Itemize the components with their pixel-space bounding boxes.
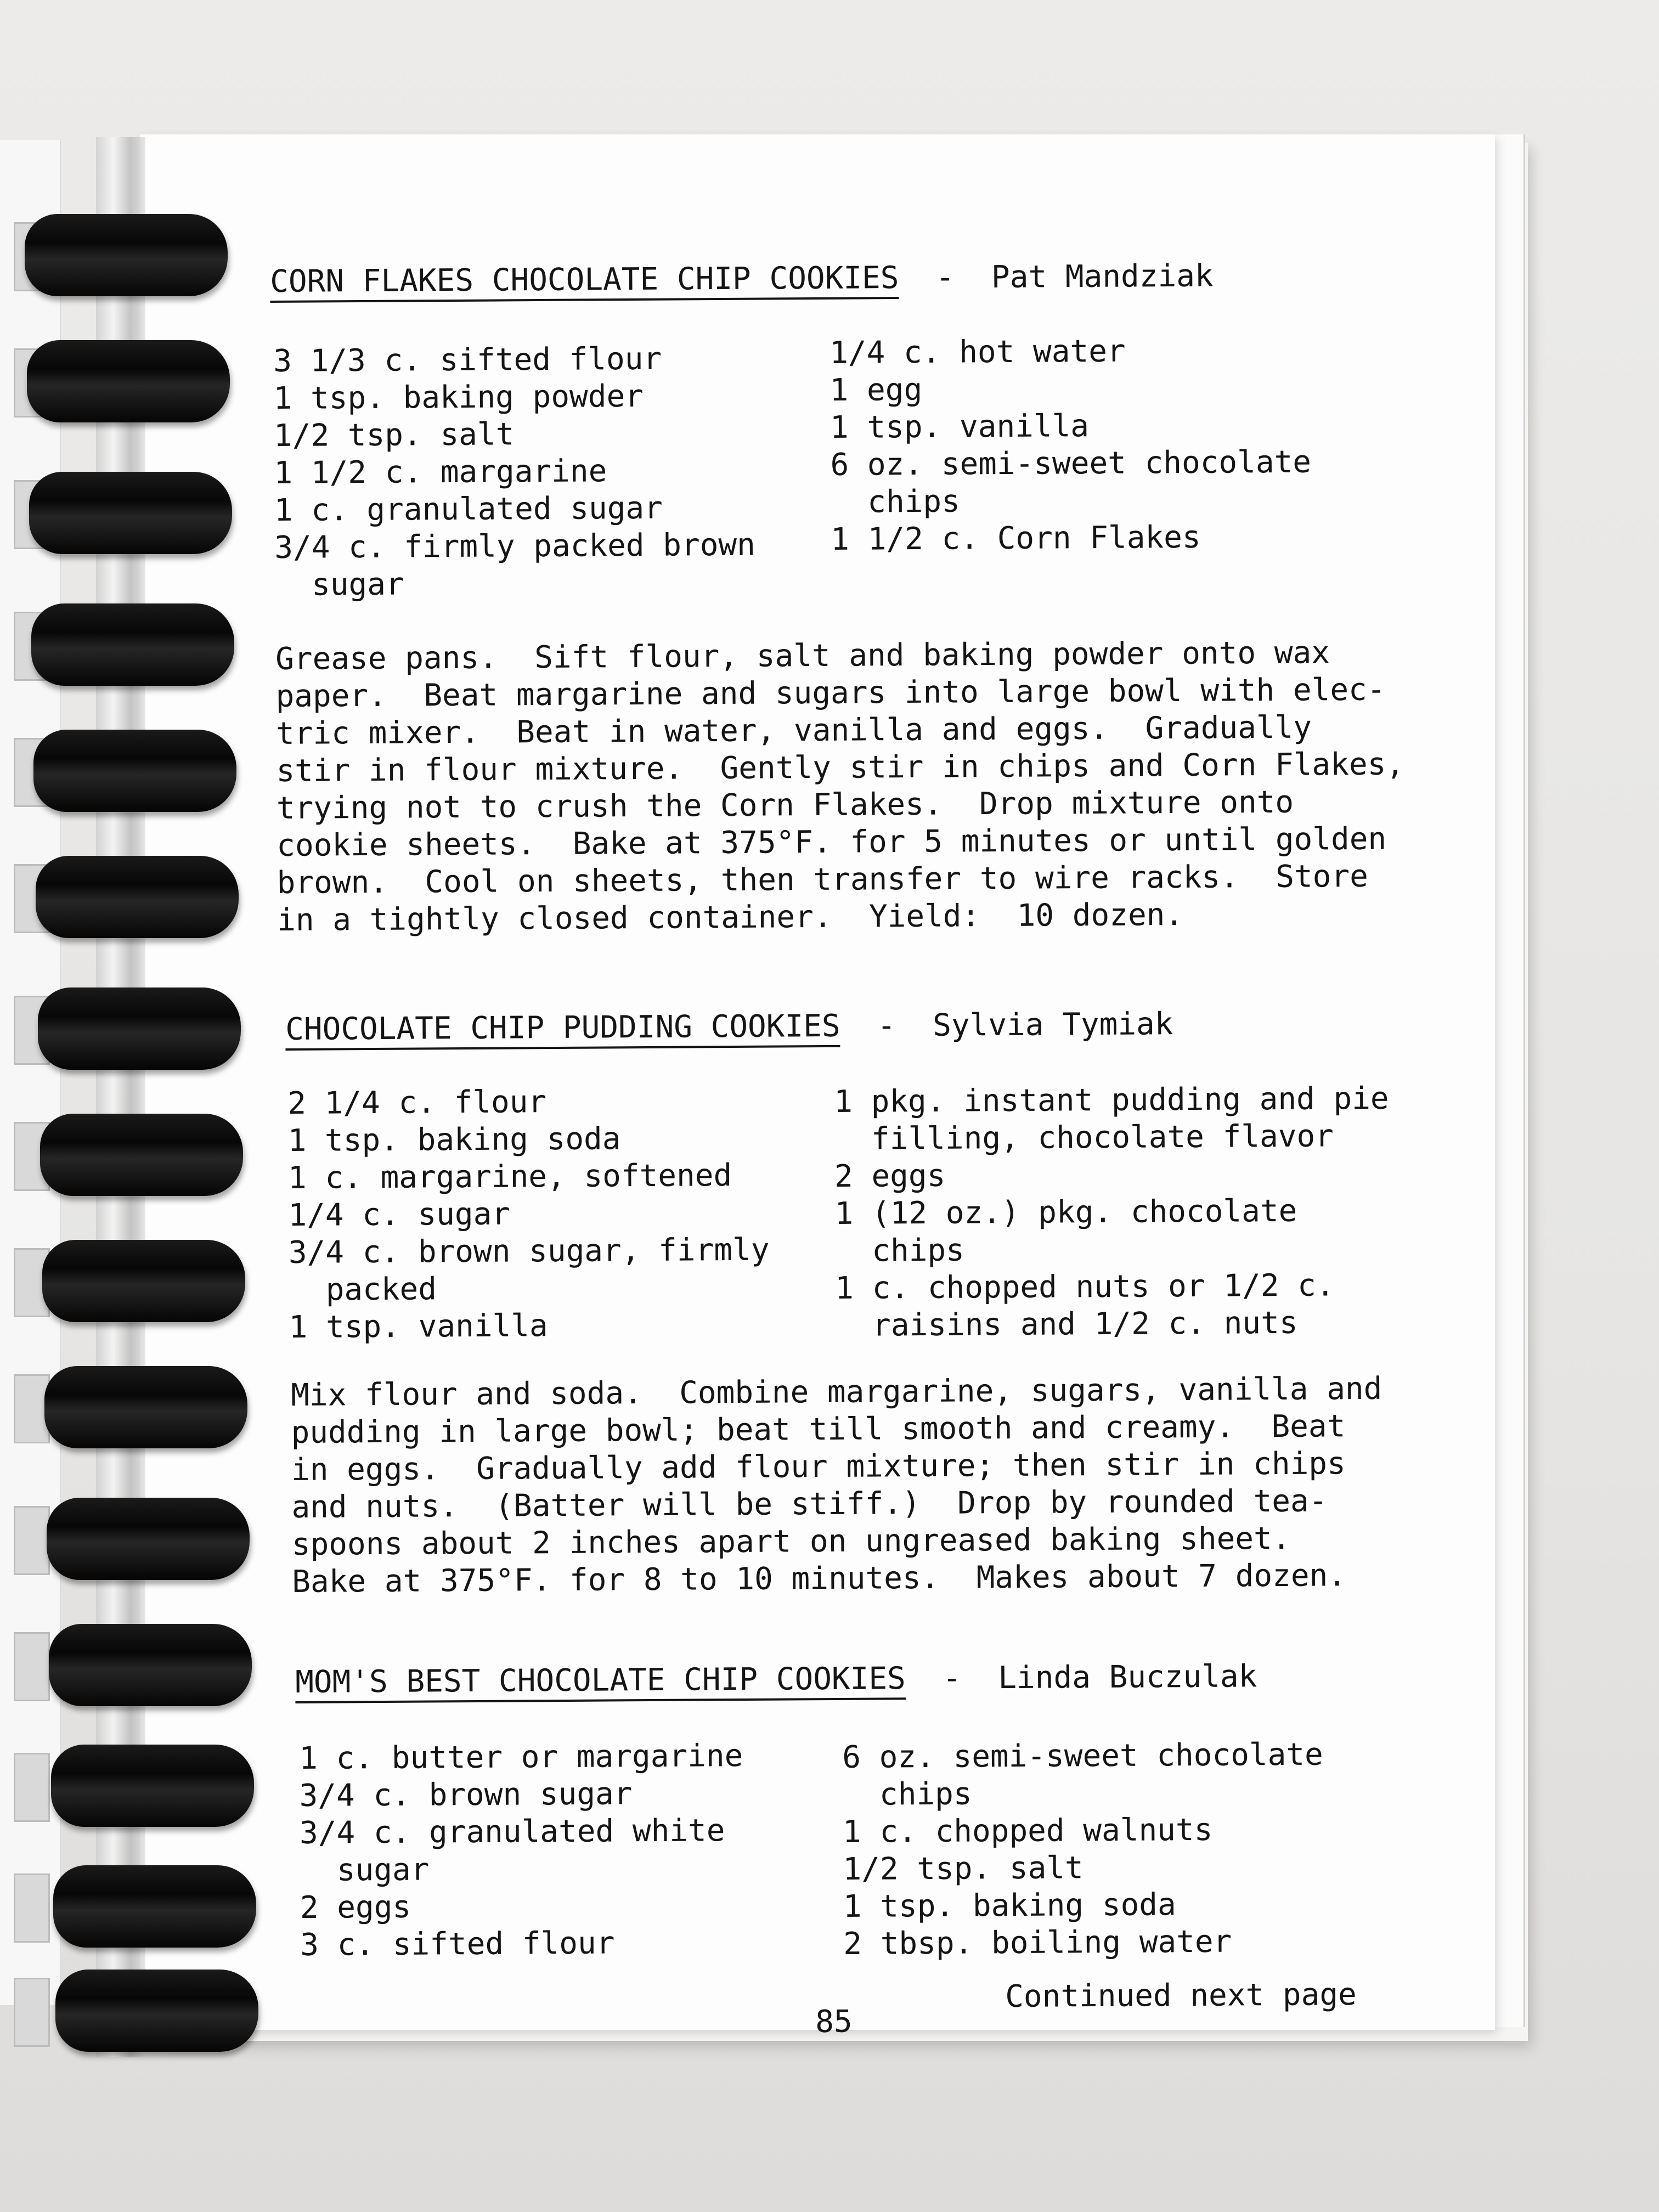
recipe-1-directions [275,634,1406,939]
ingredient: 1 tsp. vanilla [830,408,1090,445]
spiral-coil [27,340,230,422]
recipe-1-ingredients-right [830,332,1312,558]
recipe-2-directions [291,1370,1384,1601]
ingredient: 1 egg [830,371,923,408]
ingredient: 6 oz. semi-sweet chocolate [842,1736,1323,1775]
recipe-1-title: CORN FLAKES CHOCOLATE CHIP COOKIES [270,260,899,303]
ingredient: 6 oz. semi-sweet chocolate [830,444,1312,483]
ingredient: 1 c. margarine, softened [287,1158,732,1196]
ingredient: chips [834,1232,965,1269]
recipe-3-ingredients-left [299,1737,744,1964]
ingredient: 1 tsp. baking powder [273,378,644,416]
ingredient: filling, chocolate flavor [834,1118,1334,1157]
recipe-3-header [295,1658,1257,1701]
ingredient: 3/4 c. firmly packed brown [274,527,756,566]
binding-hole [14,1874,50,1943]
ingredient: 1/2 tsp. salt [843,1850,1084,1887]
ingredient: 3 1/3 c. sifted flour [273,341,662,379]
spiral-coil [49,1624,252,1706]
ingredient: 1 tsp. baking soda [843,1887,1176,1925]
recipe-2-title: CHOCOLATE CHIP PUDDING COOKIES [285,1008,840,1051]
spiral-coil [38,988,241,1070]
recipe-2-header [285,1006,1173,1048]
ingredient: 3/4 c. brown sugar, firmly [288,1232,770,1271]
ingredient: 1/4 c. hot water [830,333,1126,371]
recipe-3-dash: - [905,1660,998,1697]
spiral-coil [36,856,239,938]
direction-line: Grease pans. Sift flour, salt and baking powder onto wax [275,635,1330,677]
ingredient: 1 tsp. vanilla [289,1308,548,1345]
spiral-coil [53,1865,256,1948]
ingredient: 2 eggs [834,1158,946,1194]
spiral-coil [42,1240,245,1322]
spiral-coil [47,1498,250,1580]
ingredient: chips [830,483,961,520]
ingredient: 1 c. chopped nuts or 1/2 c. [835,1267,1335,1306]
spiral-coil [51,1745,254,1827]
binding-hole [14,1978,50,2047]
recipe-2-ingredients-right [834,1080,1390,1345]
recipe-3-title: MOM'S BEST CHOCOLATE CHIP COOKIES [295,1661,906,1703]
spiral-coil [29,472,232,554]
ingredient: 1 (12 oz.) pkg. chocolate [834,1193,1297,1232]
ingredient: 1 c. granulated sugar [274,490,663,528]
binding-hole [14,1632,50,1701]
ingredient: sugar [274,566,404,603]
continued-note: Continued next page [1005,1977,1357,2015]
ingredient: 3/4 c. brown sugar [299,1776,633,1814]
ingredient: chips [842,1776,972,1813]
recipe-1-header [270,257,1214,301]
recipe-2-author: Sylvia Tymiak [933,1006,1173,1043]
recipe-1-author: Pat Mandziak [991,258,1214,295]
ingredient: packed [289,1271,437,1308]
ingredient: 3 c. sifted flour [300,1925,615,1963]
direction-line: in a tightly closed container. Yield: 10 dozen. [276,896,1184,938]
ingredient: 2 eggs [300,1889,411,1926]
ingredient: 1 c. chopped walnuts [842,1812,1213,1850]
page-number: 85 [815,2004,853,2040]
direction-line: stir in flour mixture. Gently stir in chips and Corn Flakes, [276,746,1405,789]
spiral-coil [25,214,228,296]
binding-hole [14,1753,50,1822]
spiral-coil [33,730,236,812]
recipe-3-author: Linda Buczulak [998,1658,1257,1696]
direction-line: in eggs. Gradually add flour mixture; then stir in chips [291,1446,1346,1488]
ingredient: 1 tsp. baking soda [287,1121,621,1159]
ingredient: 2 1/4 c. flour [287,1084,547,1121]
recipe-1-ingredients-left [273,340,755,604]
ingredient: 3/4 c. granulated white [299,1813,725,1851]
ingredient: 1 1/2 c. Corn Flakes [831,519,1201,557]
direction-line: trying not to crush the Corn Flakes. Drop mixture onto [276,784,1294,826]
binding-hole [14,1506,50,1575]
ingredient: 1 1/2 c. margarine [274,453,607,491]
ingredient: 1/4 c. sugar [288,1196,511,1233]
ingredient: 1 pkg. instant pudding and pie [834,1080,1389,1120]
direction-line: cookie sheets. Bake at 375°F. for 5 minutes or until golden [276,821,1387,864]
recipe-1-dash: - [899,259,992,296]
direction-line: Mix flour and soda. Combine margarine, sugars, vanilla and [291,1370,1383,1413]
spiral-coil [44,1366,247,1448]
ingredient: 1/2 tsp. salt [273,416,515,454]
direction-line: brown. Cool on sheets, then transfer to wire racks. Store [276,858,1369,901]
direction-line: paper. Beat margarine and sugars into large bowl with elec- [275,672,1386,714]
direction-line: spoons about 2 inches apart on ungreased baking sheet. [291,1520,1291,1562]
spiral-coil [31,603,234,686]
recipe-3-ingredients-right [842,1736,1324,1963]
direction-line: Bake at 375°F. for 8 to 10 minutes. Makes about 7 dozen. [292,1558,1347,1600]
direction-line: and nuts. (Batter will be stiff.) Drop by rounded tea- [291,1483,1328,1525]
ingredient: raisins and 1/2 c. nuts [835,1305,1298,1344]
recipe-2-dash: - [840,1007,933,1044]
spiral-coil [40,1114,243,1196]
ingredient: 1 c. butter or margarine [299,1738,743,1776]
direction-line: tric mixer. Beat in water, vanilla and eggs. Gradually [275,709,1312,752]
spiral-coil [55,1970,258,2052]
recipe-2-ingredients-left [287,1082,770,1346]
direction-line: pudding in large bowl; beat till smooth and creamy. Beat [291,1408,1346,1451]
ingredient: 2 tbsp. boiling water [843,1923,1232,1962]
ingredient: sugar [300,1852,430,1888]
